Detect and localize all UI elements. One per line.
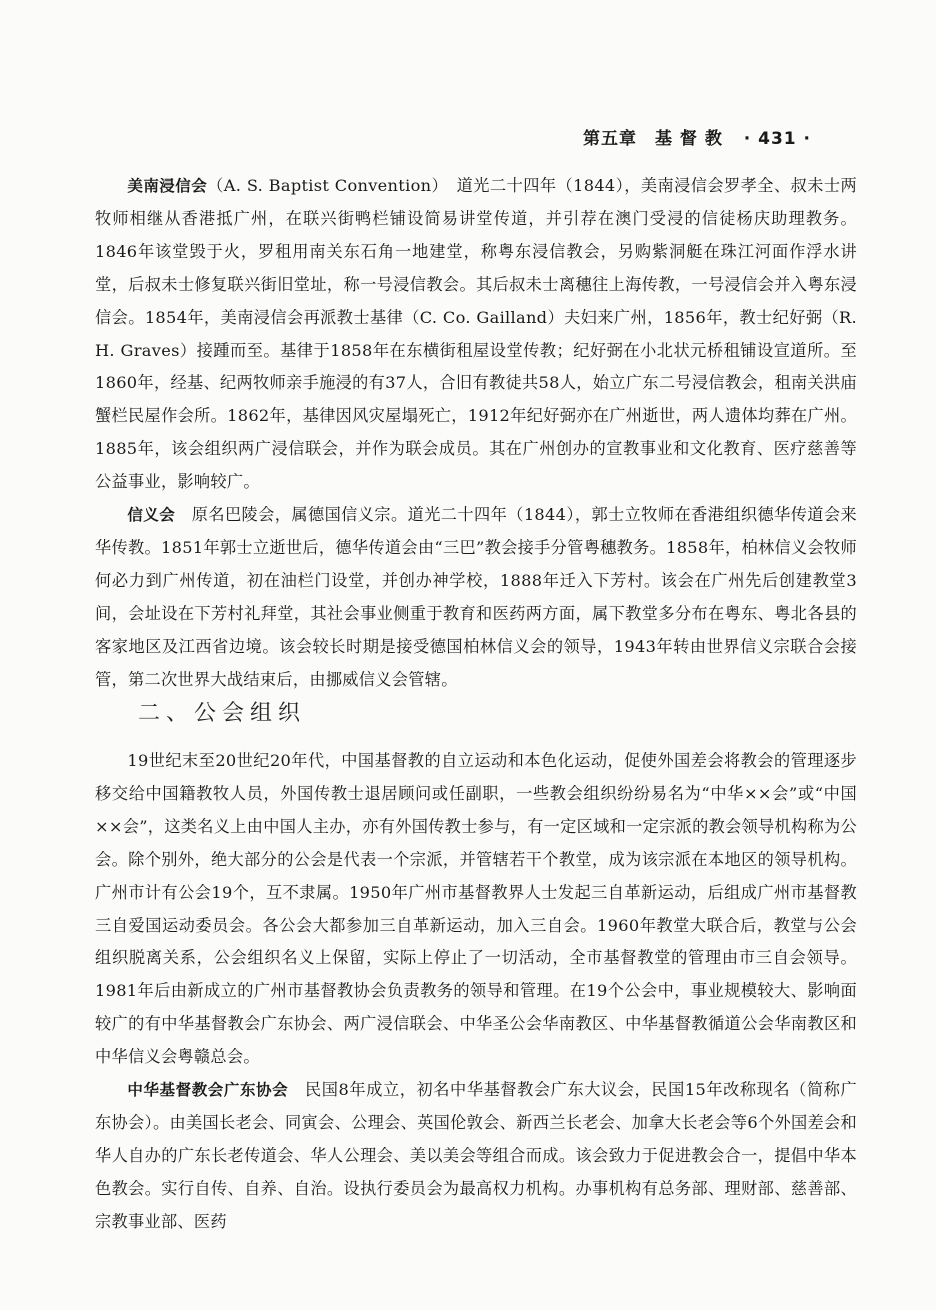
paragraph-gonghui-intro: [95, 745, 857, 1074]
text-block-upper: [95, 170, 857, 697]
section-heading: 二、公会组织: [138, 701, 307, 726]
text-block-lower: [95, 745, 857, 1239]
paragraph-lutheran: [95, 499, 857, 696]
entry-term: 美南浸信会: [127, 177, 208, 195]
paragraph-guangdong-association: [95, 1074, 857, 1239]
entry-term: 信义会: [127, 506, 176, 525]
entry-term: 中华基督教会广东协会: [127, 1081, 289, 1100]
paragraph-text: （A. S. Baptist Convention） 道光二十四年（1844），美南浸信会罗孝全、叔未士两牧师相继从香港抵广州，在联兴街鸭栏铺设简易讲堂传道，并引荐在澳门受浸的信徒杨庆助理教务。1846年该堂毁于火，罗租用南关东石角一地建堂，称粤东浸信教会，另购紫洞艇在珠江河面作浮水讲堂，后叔未士修复联兴街旧堂址，称一号浸信教会。其后叔未士离穗往上海传教，一号浸信会并入粤东浸信会。1854年，美南浸信会再派教士基律（C. Co. Gailland）夫妇来广州，1856年，教士纪好弼（R. H. Graves）接踵而至。基律于1858年在东横街租屋设堂传教；纪好弼在小北状元桥租铺设宣道所。至1860年，经基、纪两牧师亲手施浸的有37人，合旧有教徒共58人，始立广东二号浸信教会，租南关洪庙蟹栏民屋作会所。1862年，基律因风灾屋塌死亡，1912年纪好弼亦在广州逝世，两人遗体均葬在广州。1885年，该会组织两广浸信联会，并作为联会成员。其在广州创办的宣教事业和文化教育、医疗慈善等公益事业，影响较广。: [95, 176, 857, 492]
paragraph-text: 民国8年成立，初名中华基督教会广东大议会，民国15年改称现名（简称广东协会）。由美国长老会、同寅会、公理会、英国伦敦会、新西兰长老会、加拿大长老会等6个外国差会和华人自办的广东长老传道会、华人公理会、美以美会等组合而成。该会致力于促进教会合一，提倡中华本色教会。实行自传、自养、自治。设执行委员会为最高权力机构。办事机构有总务部、理财部、慈善部、宗教事业部、医药: [95, 1080, 857, 1231]
chapter-title: 第五章 基 督 教: [583, 129, 723, 149]
running-head: [583, 124, 863, 149]
paragraph-text: 19世纪末至20世纪20年代，中国基督教的自立运动和本色化运动，促使外国差会将教会的管理逐步移交给中国籍教牧人员，外国传教士退居顾问或任副职，一些教会组织纷纷易名为“中华××会”或“中国××会”，这类名义上由中国人主办，亦有外国传教士参与，有一定区域和一定宗派的教会领导机构称为公会。除个别外，绝大部分的公会是代表一个宗派，并管辖若干个教堂，成为该宗派在本地区的领导机构。广州市计有公会19个，互不隶属。1950年广州市基督教界人士发起三自革新运动，后组成广州市基督教三自爱国运动委员会。各公会大都参加三自革新运动，加入三自会。1960年教堂大联合后，教堂与公会组织脱离关系，公会组织名义上保留，实际上停止了一切活动，全市基督教堂的管理由市三自会领导。1981年后由新成立的广州市基督教协会负责教务的领导和管理。在19个公会中，事业规模较大、影响面较广的有中华基督教会广东协会、两广浸信联会、中华圣公会华南教区、中华基督教循道公会华南教区和中华信义会粤赣总会。: [95, 751, 857, 1067]
paragraph-text: 原名巴陵会，属德国信义宗。道光二十四年（1844），郭士立牧师在香港组织德华传道会来华传教。1851年郭士立逝世后，德华传道会由“三巴”教会接手分管粤穗教务。1858年，柏林信义会牧师何必力到广州传道，初在油栏门设堂，并创办神学校，1888年迁入下芳村。该会在广州先后创建教堂3间，会址设在下芳村礼拜堂，其社会事业侧重于教育和医药两方面，属下教堂多分布在粤东、粤北各县的客家地区及江西省边境。该会较长时期是接受德国柏林信义会的领导，1943年转由世界信义宗联合会接管，第二次世界大战结束后，由挪威信义会管辖。: [95, 505, 857, 689]
paragraph-mei-nan-baptist: [95, 170, 857, 499]
page-number: · 431 ·: [743, 129, 812, 149]
